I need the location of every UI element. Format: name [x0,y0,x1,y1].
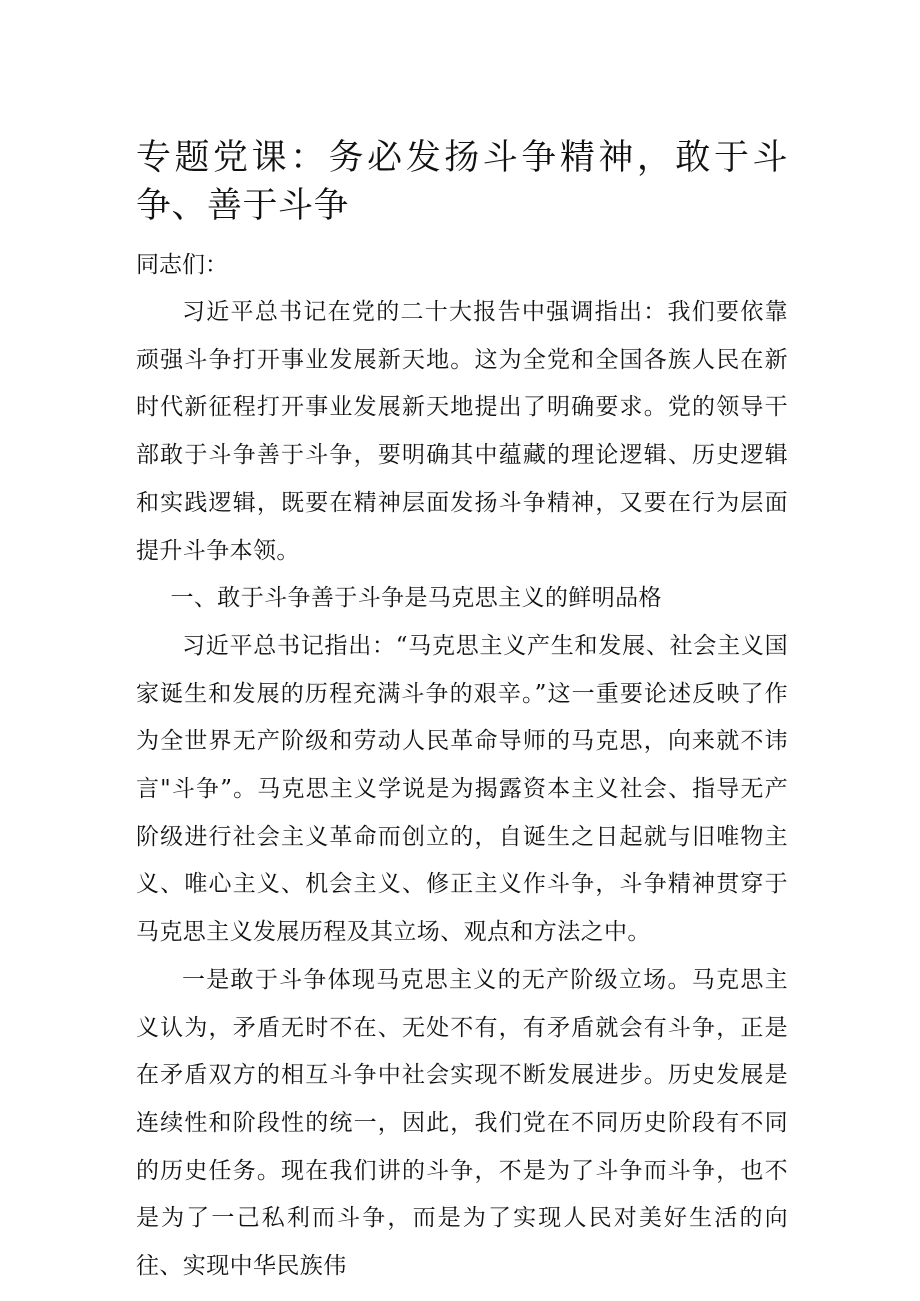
paragraph-marxism-quote: 习近平总书记指出：“马克思主义产生和发展、社会主义国家诞生和发展的历程充满斗争的艰辛。”这一重要论述反映了作为全世界无产阶级和劳动人民革命导师的马克思，向来就不讳言"斗争”。马克思主义学说是为揭露资本主义社会、指导无产阶级进行社会主义革命而创立的，自诞生之日起就与旧唯物主义、唯心主义、机会主义、修正主义作斗争，斗争精神贯穿于马克思主义发展历程及其立场、观点和方法之中。 [136,632,788,946]
paragraph-point-one: 一是敢于斗争体现马克思主义的无产阶级立场。马克思主义认为，矛盾无时不在、无处不有，有矛盾就会有斗争，正是在矛盾双方的相互斗争中社会实现不断发展进步。历史发展是连续性和阶段性的统一，因此，我们党在不同历史阶段有不同的历史任务。现在我们讲的斗争，不是为了斗争而斗争，也不是为了一己私利而斗争，而是为了实现人民对美好生活的向往、实现中华民族伟 [136,966,788,1280]
section-heading-1: 一、敢于斗争善于斗争是马克思主义的鲜明品格 [170,585,662,612]
document-title: 专题党课：务必发扬斗争精神，敢于斗争、善于斗争 [136,138,788,226]
paragraph-intro: 习近平总书记在党的二十大报告中强调指出：我们要依靠顽强斗争打开事业发展新天地。这为全党和全国各族人民在新时代新征程打开事业发展新天地提出了明确要求。党的领导干部敢于斗争善于斗争，要明确其中蕴藏的理论逻辑、历史逻辑和实践逻辑，既要在精神层面发扬斗争精神，又要在行为层面提升斗争本领。 [136,299,788,564]
salutation: 同志们： [136,252,228,278]
